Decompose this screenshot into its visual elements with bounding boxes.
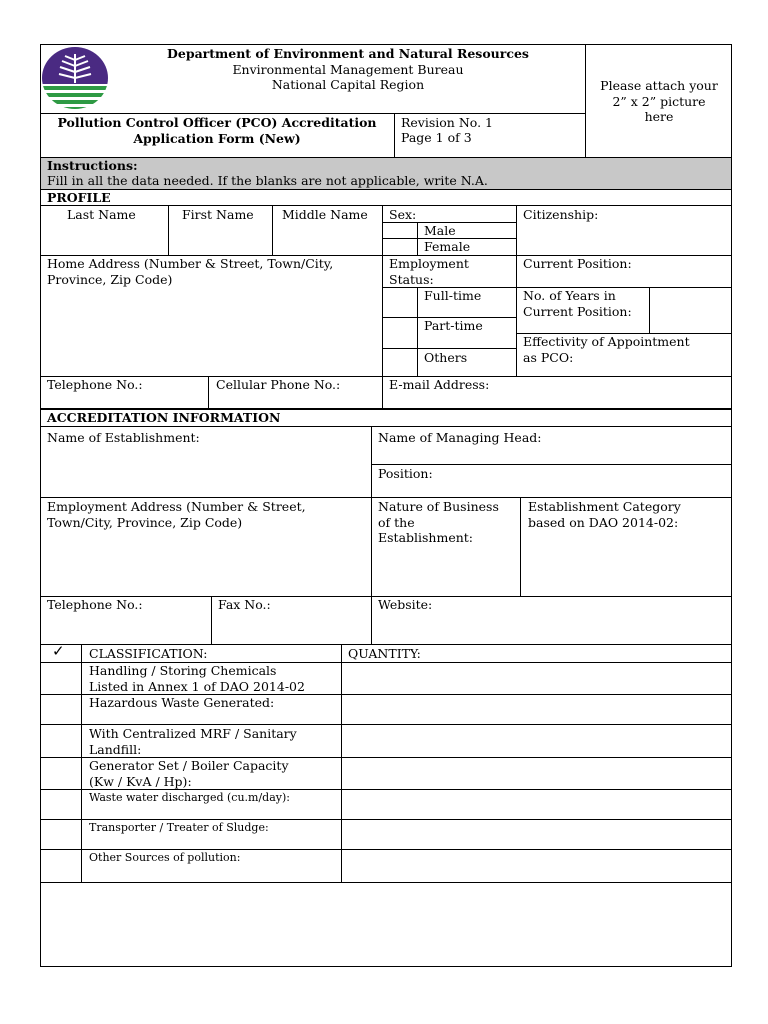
managing-head-field[interactable]: Name of Managing Head: [378, 430, 542, 445]
classification-row-hazardous-waste: Hazardous Waste Generated: [89, 695, 275, 710]
home-address-field[interactable]: Home Address (Number & Street, Town/City, Province, Zip Code) [47, 256, 334, 287]
quantity-input-column[interactable] [342, 663, 731, 882]
region-name: National Capital Region [271, 77, 425, 92]
check-mark-header: ✓ [52, 642, 65, 660]
email-address-field[interactable]: E-mail Address: [389, 377, 490, 392]
establishment-name-field[interactable]: Name of Establishment: [47, 430, 200, 445]
instructions-label: Instructions: [47, 158, 138, 173]
managing-head-position-field[interactable]: Position: [378, 466, 433, 481]
employment-full-time-option[interactable]: Full-time [424, 288, 482, 303]
classification-row-waste-water: Waste water discharged (cu.m/day): [89, 791, 290, 804]
classification-row-other-sources: Other Sources of pollution: [89, 851, 241, 864]
employment-others-option[interactable]: Others [424, 350, 468, 365]
classification-row-mrf-landfill: With Centralized MRF / Sanitary Landfill: [89, 726, 297, 757]
first-name-field[interactable]: First Name [182, 207, 254, 222]
sex-female-option[interactable]: Female [424, 239, 471, 254]
accreditation-title: ACCREDITATION INFORMATION [47, 410, 281, 425]
classification-row-chemicals: Handling / Storing Chemicals Listed in Annex 1 of DAO 2014-02 [89, 663, 305, 694]
instructions-text: Fill in all the data needed. If the blanks are not applicable, write N.A. [47, 173, 488, 188]
nature-of-business-field[interactable]: Nature of Business of the Establishment: [378, 499, 499, 545]
bureau-name: Environmental Management Bureau [232, 62, 464, 77]
classification-row-generator: Generator Set / Boiler Capacity (Kw / KvA / Hp): [89, 758, 289, 789]
establishment-telephone-field[interactable]: Telephone No.: [47, 597, 143, 612]
website-field[interactable]: Website: [378, 597, 433, 612]
sex-label: Sex: [389, 207, 417, 222]
employment-part-time-option[interactable]: Part-time [424, 318, 483, 333]
classification-header: CLASSIFICATION: [89, 646, 208, 661]
classification-check-column[interactable] [41, 663, 81, 882]
denr-logo [41, 46, 109, 110]
middle-name-field[interactable]: Middle Name [282, 207, 368, 222]
cellular-phone-field[interactable]: Cellular Phone No.: [216, 377, 341, 392]
effectivity-of-appointment-field[interactable]: Effectivity of Appointment as PCO: [523, 334, 690, 365]
form-title: Pollution Control Officer (PCO) Accreditation Application Form (New) [57, 115, 377, 146]
revision-number: Revision No. 1 [401, 115, 493, 130]
page-number: Page 1 of 3 [401, 130, 472, 145]
current-position-field[interactable]: Current Position: [523, 256, 632, 271]
quantity-header: QUANTITY: [348, 646, 421, 661]
profile-telephone-field[interactable]: Telephone No.: [47, 377, 143, 392]
years-in-position-field[interactable]: No. of Years in Current Position: [523, 288, 632, 319]
employment-address-field[interactable]: Employment Address (Number & Street, Town/City, Province, Zip Code) [47, 499, 306, 530]
fax-number-field[interactable]: Fax No.: [218, 597, 271, 612]
establishment-category-field[interactable]: Establishment Category based on DAO 2014-02: [528, 499, 681, 530]
citizenship-field[interactable]: Citizenship: [523, 207, 599, 222]
sex-male-option[interactable]: Male [424, 223, 456, 238]
department-name: Department of Environment and Natural Resources [167, 46, 529, 61]
last-name-field[interactable]: Last Name [67, 207, 136, 222]
profile-title: PROFILE [47, 190, 111, 205]
classification-row-sludge: Transporter / Treater of Sludge: [89, 821, 269, 834]
photo-placeholder[interactable]: Please attach your 2” x 2” picture here [600, 78, 718, 124]
employment-status-label: Employment Status: [389, 256, 469, 287]
